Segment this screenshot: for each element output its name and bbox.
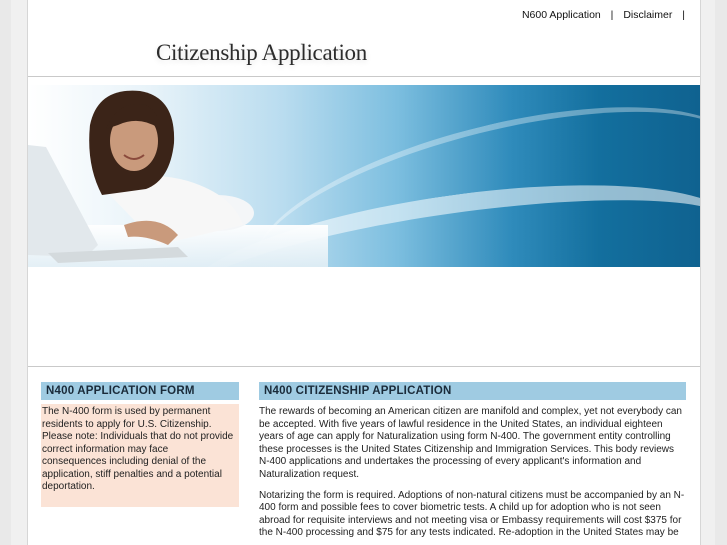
- main-content: [259, 382, 686, 540]
- banner-divider: [28, 366, 700, 367]
- main-title: N400 CITIZENSHIP APPLICATION: [259, 382, 686, 400]
- header-divider: [28, 76, 700, 77]
- nav-link-disclaimer[interactable]: Disclaimer: [623, 9, 673, 21]
- hero-banner: [28, 85, 700, 267]
- main-paragraph: The rewards of becoming an American citizen are manifold and complex, yet not everybody can be accepted. With five years of lawful residence in the United States, an individual eighteen years of age can apply for Naturalization using form N-400. The government entity controlling these processes is the United States Citizenship and Immigration Services. This body reviews N-400 applications and undertakes the processing of every applicant's information and Naturalization request.: [259, 406, 682, 480]
- content-frame: [27, 0, 701, 545]
- sidebar-text: The N-400 form is used by permanent residents to apply for U.S. Citizenship. Please note: Individuals that do not provide correct information may face consequences including denial of the application, stiff penalties and a potential deportation.: [42, 406, 234, 492]
- sidebar-title: N400 APPLICATION FORM: [41, 382, 239, 400]
- nav-link-n600-application[interactable]: N600 Application: [521, 9, 601, 21]
- site-logo[interactable]: Citizenship Application: [156, 40, 367, 65]
- top-navigation: [522, 9, 692, 21]
- page-background: [11, 0, 715, 545]
- main-paragraph: Notarizing the form is required. Adoptions of non-natural citizens must be accompanied by an N-400 form and possible fees to cover biometric tests. A child up for adoption who is not seen abroad for requisite interviews and not meeting visa or Embassy requirements will cost $375 for the N-400 processing and $75 for any tests indicated. Re-adoption in the United States may be: [259, 489, 685, 539]
- sidebar-info-box: [41, 404, 239, 507]
- sidebar: [41, 382, 239, 507]
- nav-separator: |: [682, 9, 685, 21]
- nav-separator: |: [610, 9, 614, 21]
- woman-with-laptop-image: [28, 85, 288, 267]
